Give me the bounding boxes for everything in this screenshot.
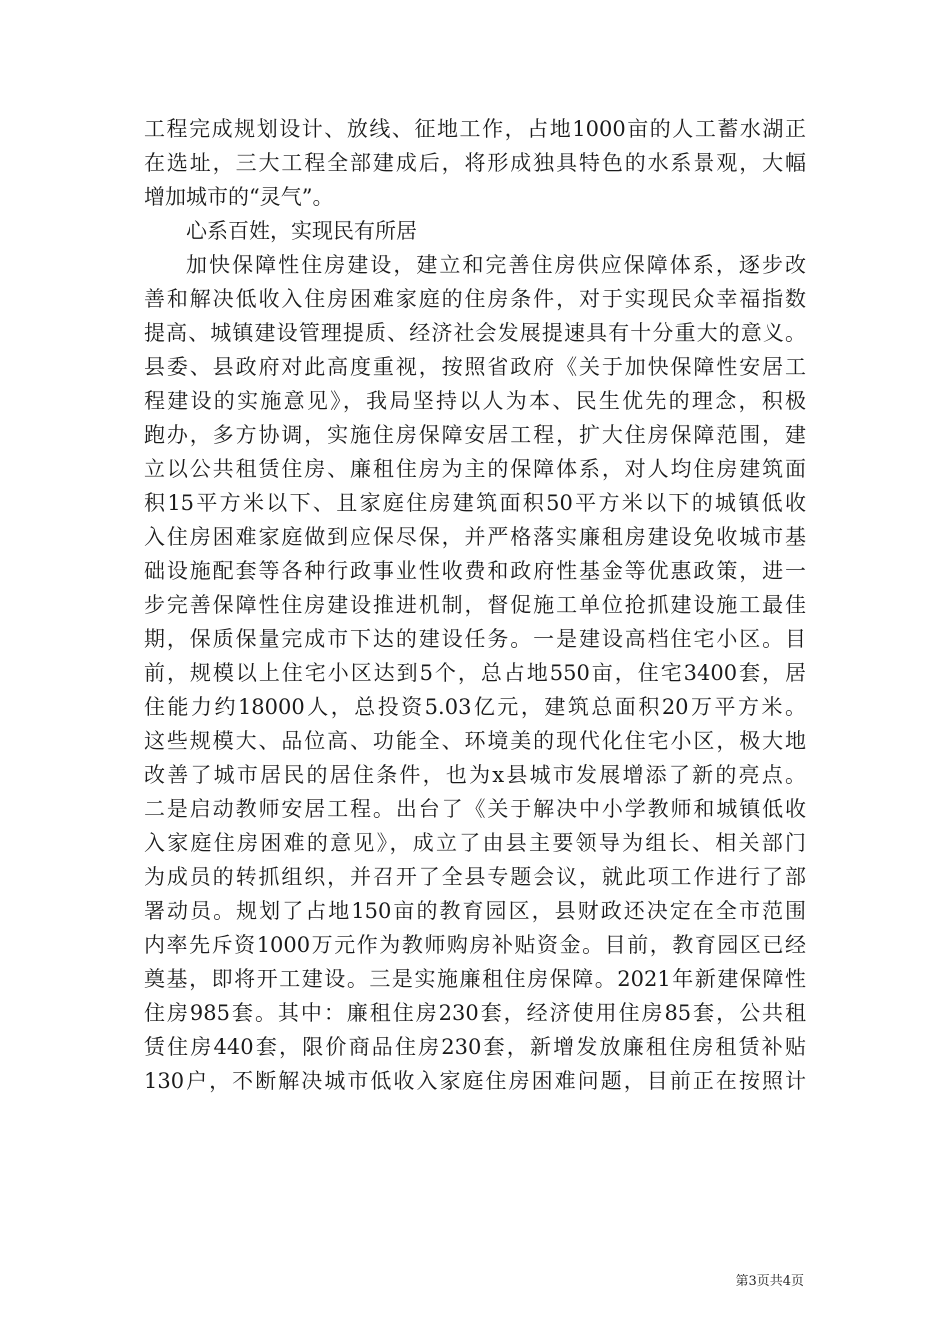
body-line: 跑办，多方协调，实施住房保障安居工程，扩大住房保障范围，建 — [144, 423, 806, 447]
body-line: 善和解决低收入住房困难家庭的住房条件，对于实现民众幸福指数 — [144, 287, 806, 311]
body-line: 增加城市的“灵气”。 — [144, 185, 334, 209]
section-heading: 心系百姓，实现民有所居 — [186, 219, 417, 243]
body-line: 二是启动教师安居工程。出台了《关于解决中小学教师和城镇低收 — [144, 797, 806, 821]
body-line: 础设施配套等各种行政事业性收费和政府性基金等优惠政策，进一 — [144, 559, 806, 583]
body-line: 130户，不断解决城市低收入家庭住房困难问题，目前正在按照计 — [144, 1069, 806, 1093]
page-number: 第3页共4页 — [735, 1274, 804, 1289]
body-line: 入住房困难家庭做到应保尽保，并严格落实廉租房建设免收城市基 — [144, 525, 806, 549]
body-line: 提高、城镇建设管理提质、经济社会发展提速具有十分重大的意义。 — [144, 321, 806, 345]
document-body — [144, 112, 806, 1098]
body-line: 为成员的转抓组织，并召开了全县专题会议，就此项工作进行了部 — [144, 865, 806, 889]
body-line: 积15平方米以下、且家庭住房建筑面积50平方米以下的城镇低收 — [144, 491, 806, 515]
body-line: 前，规模以上住宅小区达到5个，总占地550亩，住宅3400套，居 — [144, 661, 806, 685]
body-line: 步完善保障性住房建设推进机制，督促施工单位抢抓建设施工最佳 — [144, 593, 806, 617]
body-line: 在选址，三大工程全部建成后，将形成独具特色的水系景观，大幅 — [144, 151, 806, 175]
body-line: 期，保质保量完成市下达的建设任务。一是建设高档住宅小区。目 — [144, 627, 806, 651]
body-line: 立以公共租赁住房、廉租住房为主的保障体系，对人均住房建筑面 — [144, 457, 806, 481]
body-line: 加快保障性住房建设，建立和完善住房供应保障体系，逐步改 — [186, 253, 806, 277]
body-line: 工程完成规划设计、放线、征地工作，占地1000亩的人工蓄水湖正 — [144, 117, 806, 141]
body-line: 署动员。规划了占地150亩的教育园区，县财政还决定在全市范围 — [144, 899, 806, 923]
body-line: 住能力约18000人，总投资5.03亿元，建筑总面积20万平方米。 — [144, 695, 806, 719]
body-line: 这些规模大、品位高、功能全、环境美的现代化住宅小区，极大地 — [144, 729, 806, 753]
body-line: 入家庭住房困难的意见》，成立了由县主要领导为组长、相关部门 — [144, 831, 806, 855]
body-line: 赁住房440套，限价商品住房230套，新增发放廉租住房租赁补贴 — [144, 1035, 806, 1059]
body-line: 程建设的实施意见》，我局坚持以人为本、民生优先的理念，积极 — [144, 389, 806, 413]
body-line: 奠基，即将开工建设。三是实施廉租住房保障。2021年新建保障性 — [144, 967, 806, 991]
body-line: 住房985套。其中：廉租住房230套，经济使用住房85套，公共租 — [144, 1001, 806, 1025]
body-line: 县委、县政府对此高度重视，按照省政府《关于加快保障性安居工 — [144, 355, 806, 379]
body-line: 改善了城市居民的居住条件，也为x县城市发展增添了新的亮点。 — [144, 763, 806, 787]
body-line: 内率先斥资1000万元作为教师购房补贴资金。目前，教育园区已经 — [144, 933, 806, 957]
